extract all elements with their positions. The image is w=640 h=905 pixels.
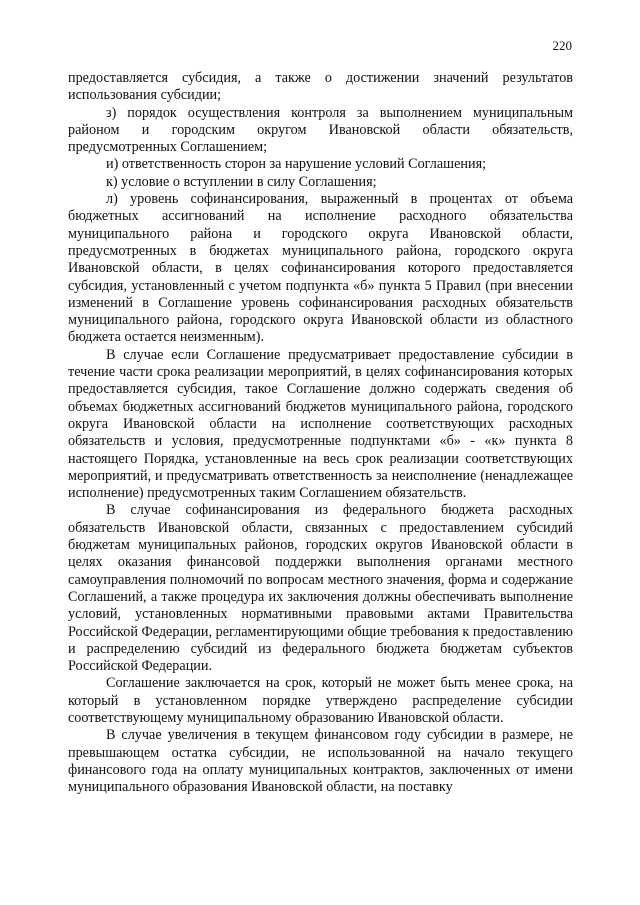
paragraph-partial-term: В случае если Соглашение предусматривает предоставление субсидии в течение части срока реализации мероприятий, в целях софинансирования которых предоставляется субсидия, такое Соглашение должно содержать сведения об объемах бюджетных ассигнований бюджетов муниципального района, городского округа Ивановской области на исполнение соответствующих расходных обязательств и условия, предусмотренные подпунктами «б» - «к» пункта 8 настоящего Порядка, установленные на весь срок реализации соответствующих мероприятий, и предусматривать ответственность за неисполнение (ненадлежащее исполнение) предусмотренных таким Соглашением обязательств. [68, 346, 573, 502]
paragraph-agreement-term: Соглашение заключается на срок, который не может быть менее срока, на который в установленном порядке утверждено распределение субсидии соответствующему муниципальному образованию Ивановской области. [68, 675, 573, 726]
paragraph-item-z: з) порядок осуществления контроля за выполнением муниципальным районом и городским округом Ивановской области обязательств, предусмотренных Соглашением; [68, 104, 573, 156]
paragraph-item-l: л) уровень софинансирования, выраженный в процентах от объема бюджетных ассигнований на исполнение расходного обязательства муниципального района и городского округа Ивановской области, предусмотренных в бюджетах муниципального района, городского округа Ивановской области, в целях софинансирования которого предоставляется субсидия, установленный с учетом подпункта «б» пункта 5 Правил (при внесении изменений в Соглашение уровень софинансирования расходных обязательств муниципального района, городского округа Ивановской области из областного бюджета остается неизменным). [68, 191, 573, 346]
page-body [68, 70, 573, 796]
paragraph-federal-cofinancing: В случае софинансирования из федерального бюджета расходных обязательств Ивановской области, связанных с предоставлением субсидий бюджетам муниципальных районов, городских округов Ивановской области в целях оказания финансовой поддержки выполнения органами местного самоуправления полномочий по вопросам местного значения, форма и содержание Соглашений, а также процедура их заключения должны обеспечивать выполнение условий, установленных нормативными правовыми актами Правительства Российской Федерации, регламентирующими общие требования к предоставлению и распределению субсидий из федерального бюджета бюджетам субъектов Российской Федерации. [68, 502, 573, 675]
page-number: 220 [552, 38, 572, 53]
paragraph-continuation: предоставляется субсидия, а также о достижении значений результатов использования субсидии; [68, 70, 573, 104]
paragraph-item-k: к) условие о вступлении в силу Соглашения; [106, 173, 377, 190]
paragraph-subsidy-increase: В случае увеличения в текущем финансовом году субсидии в размере, не превышающем остатка субсидии, не использованной на начало текущего финансового года на оплату муниципальных контрактов, заключенных от имени муниципального образования Ивановской области, на поставку [68, 727, 573, 796]
paragraph-item-i: и) ответственность сторон за нарушение условий Соглашения; [106, 156, 487, 173]
